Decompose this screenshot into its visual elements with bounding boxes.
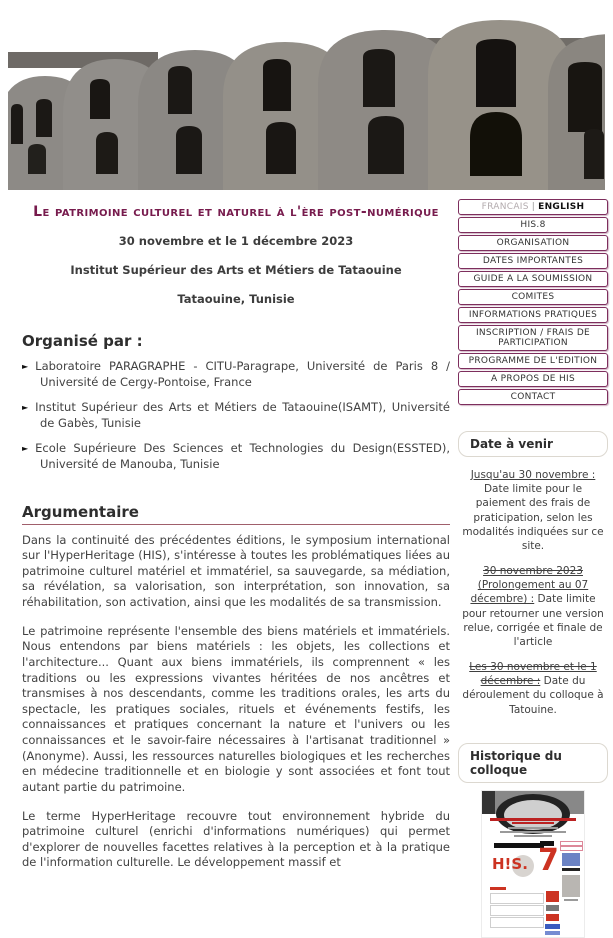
thumbnail-subtitle-bar	[512, 822, 554, 824]
his7-logo-bar	[494, 843, 544, 848]
nav-item-contact[interactable]: CONTACT	[458, 389, 608, 405]
entry-text: Date du déroulement du colloque à Tatouine.	[462, 675, 604, 716]
nav-item-infos-pratiques[interactable]: INFORMATIONS PRATIQUES	[458, 307, 608, 323]
event-dates: 30 novembre et le 1 décembre 2023	[118, 234, 354, 248]
page-title: Le patrimoine culturel et naturel à l'ère post-numérique	[33, 204, 439, 220]
ksar-granaries-illustration	[8, 4, 605, 190]
argumentaire-heading: Argumentaire	[22, 503, 450, 525]
header-banner-photo	[8, 4, 605, 190]
organizer-item	[22, 399, 450, 431]
organizer-text: Ecole Supérieure Des Sciences et Technologies du Design(ESSTED), Université de Manouba, Tunisie	[35, 441, 450, 472]
his7-logo-seven: 7	[538, 842, 559, 878]
organizer-item	[22, 358, 450, 390]
argumentaire-paragraph: Le terme HyperHeritage recouvre tout environnement hybride du patrimoine culturel (enrichi d'informations numériques) qui permet d'explorer de nouvelles facettes relatives à la perception et à la pratique de l'information culturelle. Le développement massif et	[22, 808, 450, 870]
nav-item-inscription-frais[interactable]: INSCRIPTION / FRAIS DE PARTICIPATION	[458, 325, 608, 351]
upcoming-entry	[460, 564, 606, 649]
thumbnail-title-bar	[490, 818, 576, 821]
nav-item-dates-importantes[interactable]: DATES IMPORTANTES	[458, 253, 608, 269]
event-venue: Institut Supérieur des Arts et Métiers de Tataouine	[70, 263, 402, 277]
nav-item-guide-soumission[interactable]: GUIDE A LA SOUMISSION	[458, 271, 608, 287]
language-link-english[interactable]: ENGLISH	[538, 202, 585, 212]
upcoming-entry	[460, 468, 606, 553]
his7-history-thumbnail[interactable]	[481, 790, 585, 938]
organizer-text: Institut Supérieur des Arts et Métiers de Tataouine(ISAMT), Université de Gabès, Tunisie	[35, 400, 450, 431]
triangle-bullet-icon: ►	[22, 362, 29, 371]
thumbnail-arch-photo	[482, 791, 584, 814]
event-city: Tataouine, Tunisie	[177, 292, 295, 306]
entry-struck: 30 novembre 2023	[483, 565, 583, 578]
upcoming-dates-heading: Date à venir	[458, 431, 608, 457]
nav-item-his8[interactable]: HIS.8	[458, 217, 608, 233]
language-link-francais[interactable]: FRANCAIS	[481, 202, 529, 212]
language-separator: |	[531, 202, 536, 212]
nav-item-programme[interactable]: PROGRAMME DE L'EDITION	[458, 353, 608, 369]
entry-text: Date limite pour le paiement des frais de praticipation, selon les modalités indiquées sur ce site.	[462, 483, 604, 552]
organizer-text: Laboratoire PARAGRAPHE - CITU-Paragrape, Université de Paris 8 / Université de Cergy-Pontoise, France	[35, 359, 450, 390]
nav-item-comites[interactable]: COMITES	[458, 289, 608, 305]
language-switcher[interactable]	[458, 199, 608, 215]
nav-item-a-propos[interactable]: A PROPOS DE HIS	[458, 371, 608, 387]
argumentaire-paragraph: Dans la continuité des précédentes éditions, le symposium international sur l'HyperHeritage (HIS), s'intéresse à toutes les problématiques liées au patrimoine culturel matériel et immatériel, sa sauvegarde, sa médiation, sa révélation, sa valorisation, son interprétation, son innovation, sa réhabilitation, son activation, ainsi que les modalités de sa transmission.	[22, 532, 450, 610]
history-heading: Historique du colloque	[458, 743, 608, 783]
sidebar	[458, 199, 608, 938]
triangle-bullet-icon: ►	[22, 444, 29, 454]
organizers-heading: Organisé par :	[22, 332, 143, 350]
nav-item-organisation[interactable]: ORGANISATION	[458, 235, 608, 251]
entry-lead: (Prolongement au 07 décembre) :	[470, 579, 589, 606]
organizer-item	[22, 440, 450, 472]
argumentaire-paragraph: Le patrimoine représente l'ensemble des biens matériels et immatériels. Nous entendons par biens matériels : les objets, les collections et l'architecture... Quant aux biens immatériels, ils comprennent « les traditions ou les expressions vivantes héritées de nos ancêtres et transmises à nos descendants, comme les traditions orales, les arts du spectacle, les pratiques sociales, rituels et événements festifs, les connaissances et pratiques concernant la nature et l'univers ou les connaissances et le savoir-faire nécessaires à l'artisanat traditionnel » (Anonyme). Aussi, les ressources naturelles biologiques et les recherches en médecine traditionnelle et en biologie y sont associées et font tout autant partie du patrimoine.	[22, 623, 450, 794]
entry-lead: Jusqu'au 30 novembre :	[470, 469, 596, 481]
main-content	[22, 198, 450, 884]
triangle-bullet-icon: ►	[22, 403, 29, 413]
his7-logo-text: H!S.	[492, 854, 528, 873]
organizers-list	[22, 358, 450, 473]
upcoming-entry	[460, 660, 606, 717]
entry-struck: Les 30 novembre et le 1 décembre :	[469, 661, 597, 688]
entry-text: Date limite pour retourner une version relue, corrigée et finale de l'article	[462, 593, 604, 648]
